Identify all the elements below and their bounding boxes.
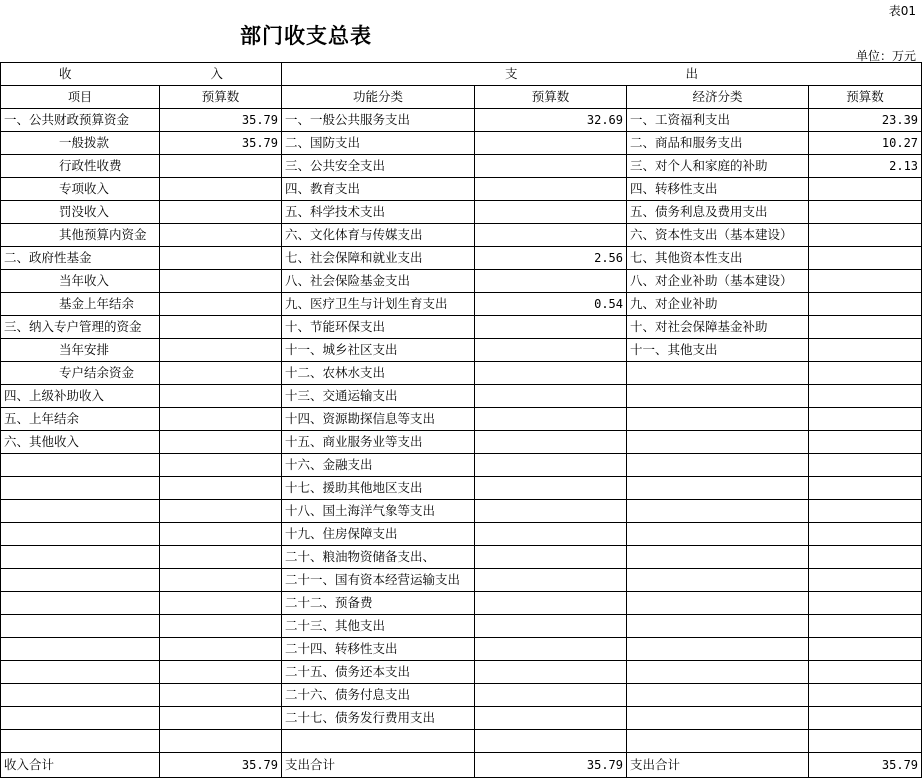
income-item-cell [1, 638, 160, 661]
table-row [1, 615, 922, 638]
economic-budget-cell [809, 339, 922, 362]
table-row [1, 523, 922, 546]
income-budget-cell [160, 569, 282, 592]
table-row [1, 362, 922, 385]
table-row [1, 408, 922, 431]
function-budget-cell [475, 155, 627, 178]
economic-item-cell: 十一、其他支出 [627, 339, 809, 362]
economic-item-cell [627, 615, 809, 638]
function-item-cell: 十七、援助其他地区支出 [282, 477, 475, 500]
economic-item-cell: 五、债务利息及费用支出 [627, 201, 809, 224]
function-item-cell: 二十五、债务还本支出 [282, 661, 475, 684]
income-budget-cell [160, 684, 282, 707]
function-budget-cell [475, 638, 627, 661]
income-item-cell [1, 477, 160, 500]
economic-budget-cell [809, 477, 922, 500]
income-item-cell: 当年安排 [1, 339, 160, 362]
economic-budget-cell [809, 431, 922, 454]
income-budget-cell [160, 730, 282, 753]
function-budget-cell: 0.54 [475, 293, 627, 316]
economic-total-label: 支出合计 [627, 753, 809, 778]
income-budget-cell [160, 270, 282, 293]
table-row [1, 730, 922, 753]
function-budget-cell [475, 270, 627, 293]
income-item-cell [1, 707, 160, 730]
table-row [1, 270, 922, 293]
economic-budget-cell [809, 362, 922, 385]
function-item-cell: 二十七、债务发行费用支出 [282, 707, 475, 730]
income-budget-cell [160, 155, 282, 178]
income-item-cell [1, 523, 160, 546]
table-row [1, 293, 922, 316]
table-row [1, 132, 922, 155]
economic-class-header: 经济分类 [627, 86, 809, 109]
function-item-cell: 四、教育支出 [282, 178, 475, 201]
function-budget-cell [475, 385, 627, 408]
function-budget-cell [475, 523, 627, 546]
function-item-cell: 七、社会保障和就业支出 [282, 247, 475, 270]
function-item-cell: 六、文化体育与传媒支出 [282, 224, 475, 247]
function-budget-cell: 32.69 [475, 109, 627, 132]
function-budget-cell [475, 362, 627, 385]
table-row [1, 178, 922, 201]
income-item-cell: 专项收入 [1, 178, 160, 201]
economic-item-cell: 九、对企业补助 [627, 293, 809, 316]
economic-budget-cell: 23.39 [809, 109, 922, 132]
income-budget-cell [160, 316, 282, 339]
economic-item-cell: 十、对社会保障基金补助 [627, 316, 809, 339]
income-budget-cell [160, 454, 282, 477]
function-budget-cell [475, 201, 627, 224]
table-row [1, 316, 922, 339]
table-row [1, 201, 922, 224]
income-budget-cell [160, 707, 282, 730]
income-item-cell: 专户结余资金 [1, 362, 160, 385]
function-budget-cell [475, 592, 627, 615]
expense-header-left: 支 [505, 66, 518, 81]
function-item-cell: 二十、粮油物资储备支出、 [282, 546, 475, 569]
economic-budget-cell [809, 247, 922, 270]
function-item-cell: 二十二、预备费 [282, 592, 475, 615]
economic-budget-cell [809, 408, 922, 431]
economic-budget-cell [809, 293, 922, 316]
economic-item-cell [627, 431, 809, 454]
economic-budget-cell [809, 224, 922, 247]
income-item-cell [1, 546, 160, 569]
economic-budget-cell [809, 454, 922, 477]
function-budget-cell [475, 339, 627, 362]
function-item-cell: 十九、住房保障支出 [282, 523, 475, 546]
function-budget-header: 预算数 [475, 86, 627, 109]
function-item-cell: 十二、农林水支出 [282, 362, 475, 385]
header-row-columns [1, 86, 922, 109]
function-item-cell [282, 730, 475, 753]
economic-budget-cell [809, 385, 922, 408]
economic-budget-cell [809, 523, 922, 546]
income-budget-cell [160, 500, 282, 523]
function-total-value: 35.79 [475, 753, 627, 778]
income-budget-cell [160, 362, 282, 385]
income-budget-cell [160, 477, 282, 500]
economic-item-cell: 四、转移性支出 [627, 178, 809, 201]
unit-label: 单位：万元 [855, 49, 916, 63]
income-budget-cell [160, 408, 282, 431]
economic-item-cell: 二、商品和服务支出 [627, 132, 809, 155]
income-item-cell [1, 454, 160, 477]
economic-item-cell [627, 454, 809, 477]
economic-item-cell [627, 569, 809, 592]
table-row [1, 109, 922, 132]
function-item-cell: 十、节能环保支出 [282, 316, 475, 339]
income-item-cell: 行政性收费 [1, 155, 160, 178]
income-item-cell [1, 684, 160, 707]
table-row [1, 707, 922, 730]
income-budget-cell [160, 592, 282, 615]
economic-budget-cell [809, 546, 922, 569]
budget-table [0, 62, 922, 778]
table-row [1, 247, 922, 270]
economic-item-cell: 一、工资福利支出 [627, 109, 809, 132]
economic-item-cell: 三、对个人和家庭的补助 [627, 155, 809, 178]
income-budget-cell [160, 339, 282, 362]
function-item-cell: 二十三、其他支出 [282, 615, 475, 638]
function-budget-cell: 2.56 [475, 247, 627, 270]
table-row [1, 385, 922, 408]
income-item-cell: 一、公共财政预算资金 [1, 109, 160, 132]
function-budget-cell [475, 661, 627, 684]
expense-header [282, 63, 922, 86]
economic-item-cell [627, 684, 809, 707]
function-budget-cell [475, 431, 627, 454]
economic-item-cell [627, 385, 809, 408]
economic-budget-cell [809, 569, 922, 592]
table-row [1, 454, 922, 477]
economic-budget-cell [809, 615, 922, 638]
function-item-cell: 十五、商业服务业等支出 [282, 431, 475, 454]
economic-budget-cell [809, 661, 922, 684]
economic-item-cell [627, 592, 809, 615]
table-row [1, 224, 922, 247]
item-header: 项目 [1, 86, 160, 109]
income-budget-cell [160, 224, 282, 247]
economic-item-cell: 八、对企业补助（基本建设） [627, 270, 809, 293]
income-budget-cell [160, 201, 282, 224]
economic-item-cell [627, 362, 809, 385]
income-budget-cell: 35.79 [160, 109, 282, 132]
table-row [1, 638, 922, 661]
economic-item-cell [627, 730, 809, 753]
function-item-cell: 二十一、国有资本经营运输支出 [282, 569, 475, 592]
function-item-cell: 三、公共安全支出 [282, 155, 475, 178]
economic-budget-cell [809, 730, 922, 753]
income-item-cell [1, 592, 160, 615]
income-item-cell: 二、政府性基金 [1, 247, 160, 270]
income-header-right: 入 [210, 66, 223, 81]
economic-budget-cell [809, 707, 922, 730]
income-budget-cell [160, 546, 282, 569]
economic-budget-cell [809, 178, 922, 201]
income-budget-header: 预算数 [160, 86, 282, 109]
economic-item-cell [627, 638, 809, 661]
function-budget-cell [475, 224, 627, 247]
function-item-cell: 十三、交通运输支出 [282, 385, 475, 408]
income-total-label: 收入合计 [1, 753, 160, 778]
income-item-cell [1, 615, 160, 638]
income-budget-cell [160, 615, 282, 638]
economic-item-cell [627, 477, 809, 500]
economic-item-cell [627, 661, 809, 684]
economic-item-cell [627, 408, 809, 431]
income-item-cell: 五、上年结余 [1, 408, 160, 431]
expense-header-right: 出 [685, 66, 699, 81]
income-budget-cell [160, 661, 282, 684]
income-item-cell [1, 500, 160, 523]
table-row [1, 592, 922, 615]
table-row [1, 155, 922, 178]
function-item-cell: 十六、金融支出 [282, 454, 475, 477]
header-row-group [1, 63, 922, 86]
function-budget-cell [475, 178, 627, 201]
economic-budget-cell [809, 270, 922, 293]
table-row [1, 431, 922, 454]
page-title: 部门收支总表 [240, 24, 372, 48]
income-item-cell: 六、其他收入 [1, 431, 160, 454]
function-budget-cell [475, 546, 627, 569]
function-item-cell: 九、医疗卫生与计划生育支出 [282, 293, 475, 316]
economic-budget-cell [809, 592, 922, 615]
income-header [1, 63, 282, 86]
income-item-cell: 三、纳入专户管理的资金 [1, 316, 160, 339]
function-item-cell: 二、国防支出 [282, 132, 475, 155]
table-row [1, 500, 922, 523]
function-item-cell: 十一、城乡社区支出 [282, 339, 475, 362]
economic-budget-cell [809, 201, 922, 224]
economic-budget-cell: 2.13 [809, 155, 922, 178]
income-item-cell: 一般拨款 [1, 132, 160, 155]
function-budget-cell [475, 684, 627, 707]
function-item-cell: 二十四、转移性支出 [282, 638, 475, 661]
economic-item-cell [627, 523, 809, 546]
table-row [1, 546, 922, 569]
function-budget-cell [475, 454, 627, 477]
income-item-cell: 其他预算内资金 [1, 224, 160, 247]
economic-budget-cell [809, 684, 922, 707]
function-class-header: 功能分类 [282, 86, 475, 109]
function-budget-cell [475, 730, 627, 753]
function-budget-cell [475, 477, 627, 500]
economic-budget-cell [809, 316, 922, 339]
economic-budget-cell [809, 638, 922, 661]
function-budget-cell [475, 569, 627, 592]
income-budget-cell [160, 523, 282, 546]
table-body [1, 109, 922, 753]
economic-budget-header: 预算数 [809, 86, 922, 109]
income-budget-cell [160, 385, 282, 408]
economic-budget-cell: 10.27 [809, 132, 922, 155]
function-item-cell: 八、社会保险基金支出 [282, 270, 475, 293]
function-item-cell: 十八、国土海洋气象等支出 [282, 500, 475, 523]
function-item-cell: 五、科学技术支出 [282, 201, 475, 224]
economic-item-cell: 七、其他资本性支出 [627, 247, 809, 270]
economic-budget-cell [809, 500, 922, 523]
income-item-cell: 罚没收入 [1, 201, 160, 224]
function-budget-cell [475, 316, 627, 339]
income-total-value: 35.79 [160, 753, 282, 778]
function-item-cell: 二十六、债务付息支出 [282, 684, 475, 707]
income-budget-cell [160, 431, 282, 454]
income-item-cell [1, 661, 160, 684]
function-budget-cell [475, 132, 627, 155]
income-budget-cell [160, 638, 282, 661]
table-code: 表01 [888, 4, 916, 18]
income-budget-cell [160, 247, 282, 270]
income-item-cell [1, 730, 160, 753]
income-item-cell [1, 569, 160, 592]
function-item-cell: 一、一般公共服务支出 [282, 109, 475, 132]
income-header-left: 收 [59, 66, 72, 81]
table-row [1, 661, 922, 684]
table-row [1, 477, 922, 500]
income-item-cell: 基金上年结余 [1, 293, 160, 316]
function-total-label: 支出合计 [282, 753, 475, 778]
economic-item-cell [627, 500, 809, 523]
income-budget-cell: 35.79 [160, 132, 282, 155]
totals-row [1, 753, 922, 778]
economic-item-cell [627, 546, 809, 569]
table-row [1, 339, 922, 362]
economic-item-cell [627, 707, 809, 730]
function-budget-cell [475, 707, 627, 730]
function-budget-cell [475, 408, 627, 431]
income-item-cell: 四、上级补助收入 [1, 385, 160, 408]
table-row [1, 684, 922, 707]
function-budget-cell [475, 615, 627, 638]
economic-item-cell: 六、资本性支出（基本建设） [627, 224, 809, 247]
income-budget-cell [160, 178, 282, 201]
function-budget-cell [475, 500, 627, 523]
income-budget-cell [160, 293, 282, 316]
table-row [1, 569, 922, 592]
income-item-cell: 当年收入 [1, 270, 160, 293]
economic-total-value: 35.79 [809, 753, 922, 778]
function-item-cell: 十四、资源勘探信息等支出 [282, 408, 475, 431]
